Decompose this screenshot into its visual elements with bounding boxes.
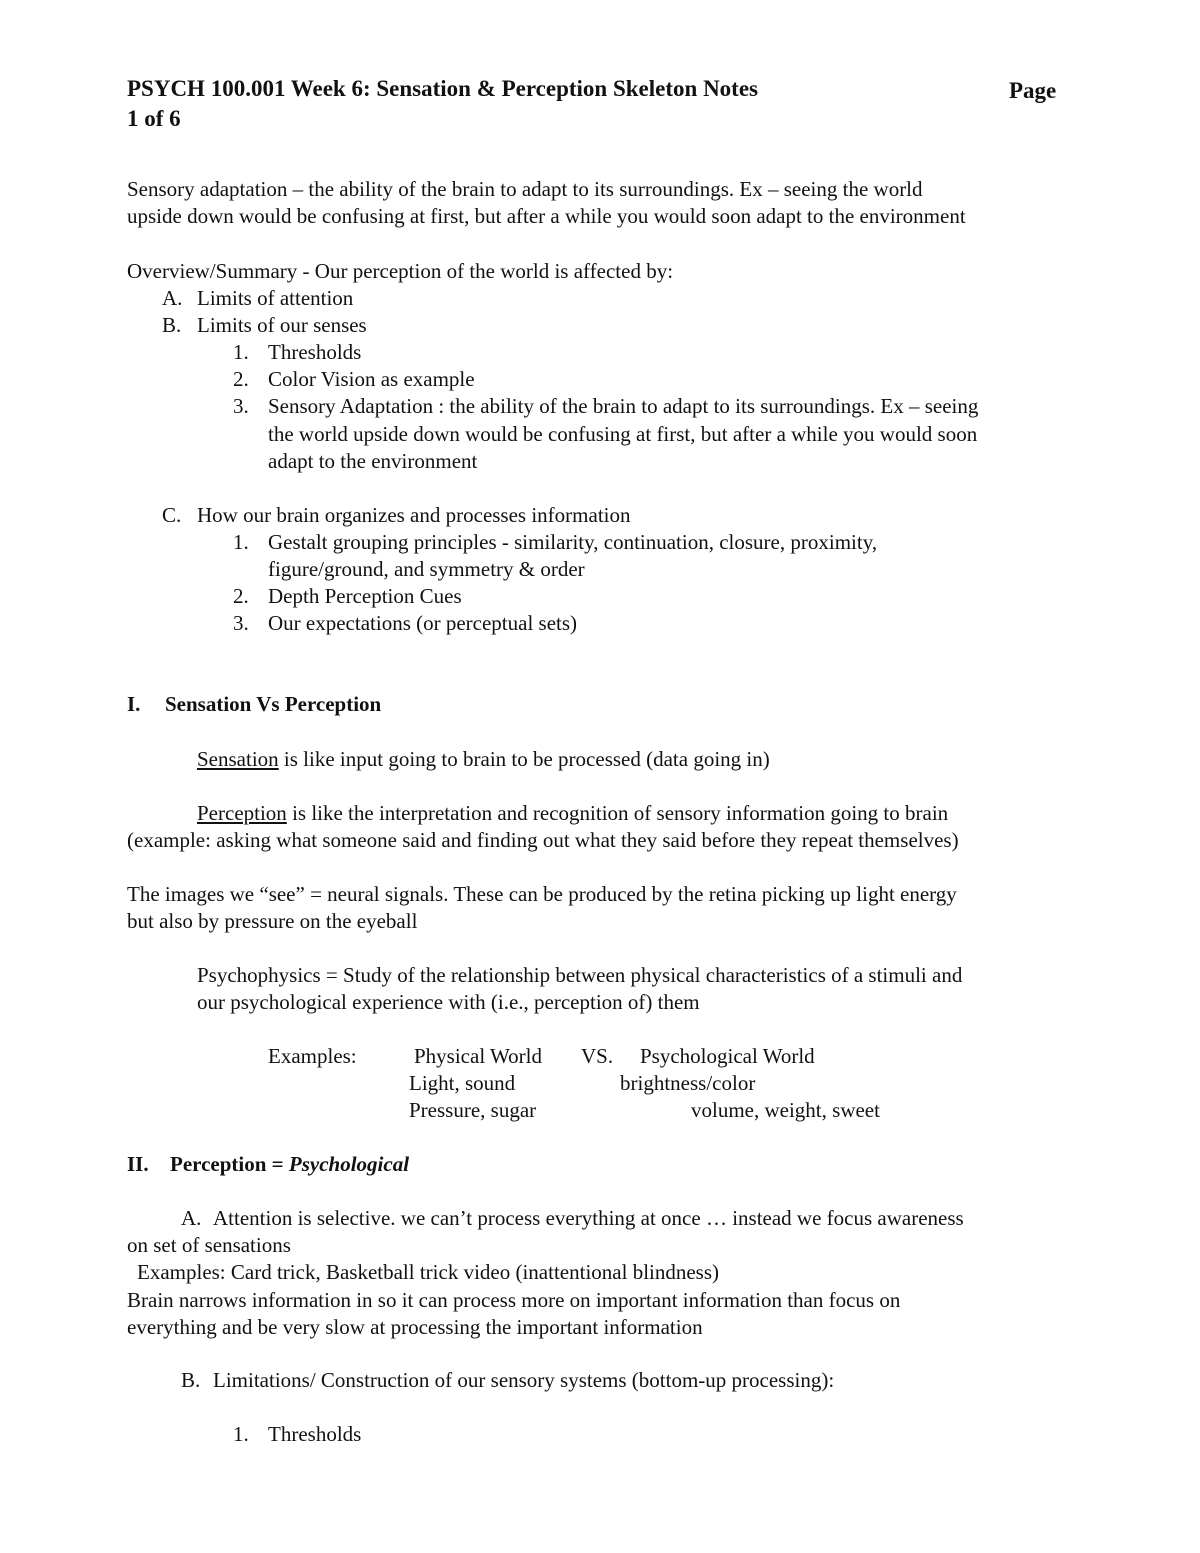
list-item: Limits of our senses xyxy=(197,313,367,337)
list-marker: A. xyxy=(162,286,183,310)
perception-example: (example: asking what someone said and finding out what they said before they repeat themselves) xyxy=(127,828,959,852)
list-item: Thresholds xyxy=(268,340,362,364)
overview-heading: Overview/Summary - Our perception of the world is affected by: xyxy=(127,259,674,283)
list-marker: 1. xyxy=(233,1422,249,1446)
vs-label: VS. xyxy=(581,1044,614,1068)
paragraph-line: Limitations/ Construction of our sensory systems (bottom-up processing): xyxy=(213,1368,835,1392)
paragraph-line: everything and be very slow at processing the important information xyxy=(127,1315,703,1339)
page-label: Page xyxy=(1009,78,1057,103)
sensation-text: is like input going to brain to be processed (data going in) xyxy=(278,747,770,771)
intro-line: Sensory adaptation – the ability of the brain to adapt to its surroundings. Ex – seeing the world xyxy=(127,177,923,201)
list-marker: 1. xyxy=(233,530,249,554)
paragraph-line: The images we “see” = neural signals. These can be produced by the retina picking up light energy xyxy=(127,882,957,906)
document-title: PSYCH 100.001 Week 6: Sensation & Perception Skeleton Notes xyxy=(127,76,758,101)
section-marker: I. xyxy=(127,692,141,716)
list-marker: A. xyxy=(181,1206,202,1230)
list-marker: 2. xyxy=(233,584,249,608)
example-cell: Light, sound xyxy=(409,1071,516,1095)
page-count: 1 of 6 xyxy=(127,106,181,131)
list-marker: 3. xyxy=(233,611,249,635)
list-item: Color Vision as example xyxy=(268,367,475,391)
perception-term: Perception xyxy=(197,801,287,825)
list-marker: 1. xyxy=(233,340,249,364)
list-marker: C. xyxy=(162,503,182,527)
perception-text: is like the interpretation and recognition of sensory information going to brain xyxy=(286,801,949,825)
paragraph-line: but also by pressure on the eyeball xyxy=(127,909,418,933)
list-marker: 3. xyxy=(233,394,249,418)
sensation-term: Sensation xyxy=(197,747,279,771)
list-item: Limits of attention xyxy=(197,286,354,310)
list-marker: 2. xyxy=(233,367,249,391)
physical-world-header: Physical World xyxy=(414,1044,542,1068)
paragraph-line: Examples: Card trick, Basketball trick video (inattentional blindness) xyxy=(137,1260,720,1284)
list-marker: B. xyxy=(162,313,182,337)
paragraph-line: Attention is selective. we can’t process everything at once … instead we focus awareness xyxy=(213,1206,964,1230)
section-heading-text: Perception = xyxy=(170,1152,289,1176)
paragraph-line: on set of sensations xyxy=(127,1233,291,1257)
section-marker: II. xyxy=(127,1152,149,1176)
list-item: How our brain organizes and processes information xyxy=(197,503,631,527)
section-heading-emphasis: Psychological xyxy=(288,1152,410,1176)
list-item: figure/ground, and symmetry & order xyxy=(268,557,585,581)
example-cell: Pressure, sugar xyxy=(409,1098,537,1122)
sensation-definition xyxy=(197,746,770,773)
list-item: Sensory Adaptation : the ability of the brain to adapt to its surroundings. Ex – seeing xyxy=(268,394,979,418)
intro-line: upside down would be confusing at first, but after a while you would soon adapt to the environment xyxy=(127,204,966,228)
section-heading xyxy=(170,1151,409,1178)
list-item: Thresholds xyxy=(268,1422,362,1446)
list-item: Our expectations (or perceptual sets) xyxy=(268,611,578,635)
paragraph-line: our psychological experience with (i.e., perception of) them xyxy=(197,990,700,1014)
section-heading: Sensation Vs Perception xyxy=(165,692,382,716)
example-cell: brightness/color xyxy=(620,1071,756,1095)
list-item: adapt to the environment xyxy=(268,449,478,473)
psychological-world-header: Psychological World xyxy=(640,1044,815,1068)
list-item: Gestalt grouping principles - similarity, continuation, closure, proximity, xyxy=(268,530,878,554)
list-marker: B. xyxy=(181,1368,201,1392)
examples-label: Examples: xyxy=(268,1044,357,1068)
perception-definition xyxy=(197,800,948,827)
paragraph-line: Psychophysics = Study of the relationship between physical characteristics of a stimuli and xyxy=(197,963,963,987)
paragraph-line: Brain narrows information in so it can process more on important information than focus on xyxy=(127,1288,901,1312)
list-item: the world upside down would be confusing at first, but after a while you would soon xyxy=(268,422,978,446)
list-item: Depth Perception Cues xyxy=(268,584,462,608)
example-cell: volume, weight, sweet xyxy=(691,1098,880,1122)
